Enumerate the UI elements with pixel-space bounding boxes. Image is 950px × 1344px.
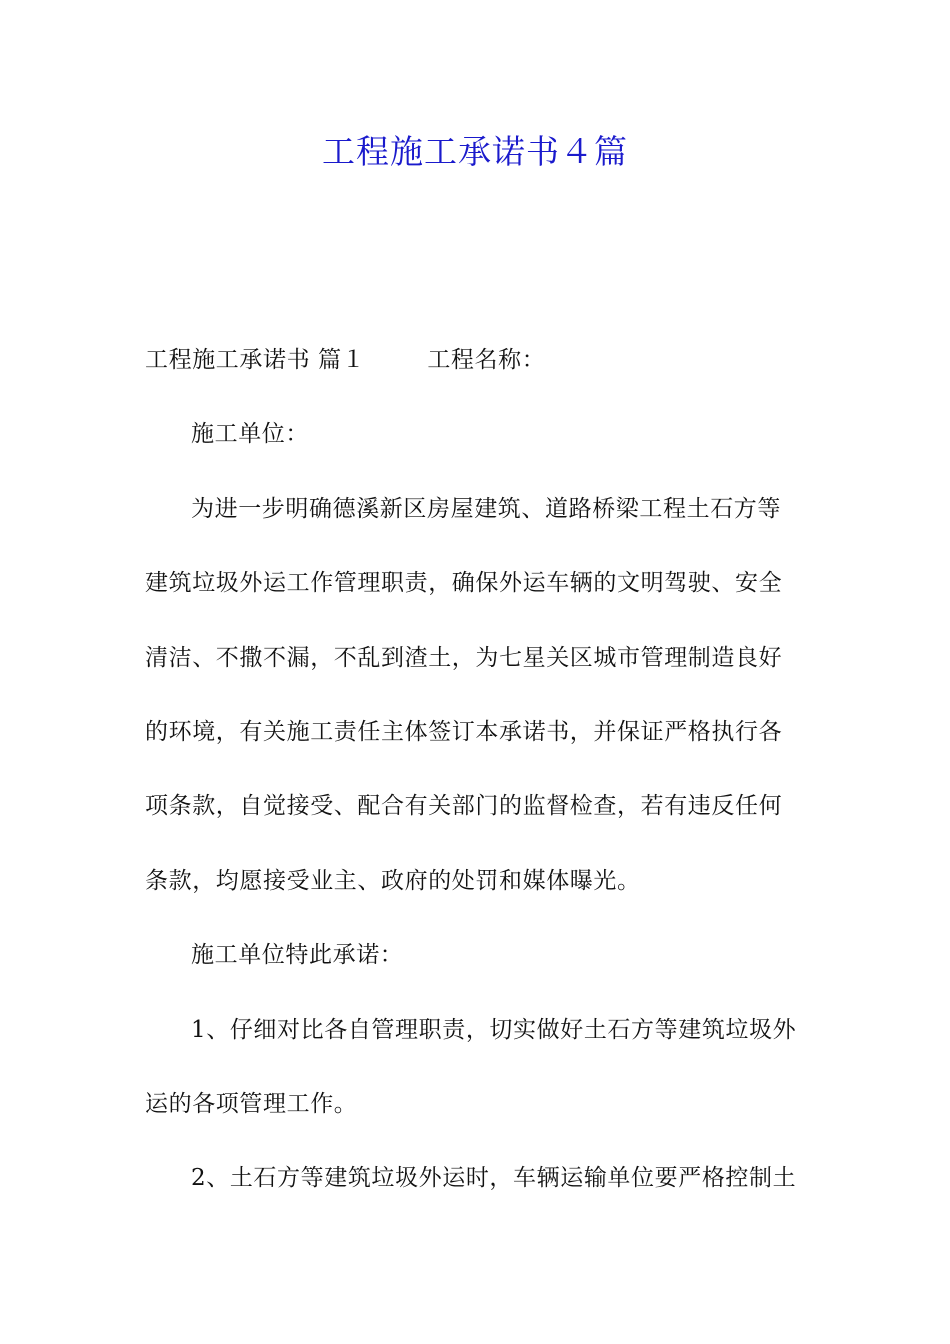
commitment-heading: 施工单位特此承诺： [191,942,404,969]
section-heading: 工程施工承诺书 篇１ [145,347,366,373]
heading-line [145,336,807,410]
project-name-label: 工程名称： [427,347,546,373]
construction-unit-label: 施工单位： [191,421,309,448]
paragraph-line: 运的各项管理工作。 [145,1090,358,1117]
paragraph-line: 条款，均愿接受业主、政府的处罚和媒体曝光。 [145,867,641,894]
paragraph-line: 为进一步明确德溪新区房屋建筑、道路桥梁工程土石方等 [191,495,781,522]
document-title: 工程施工承诺书４篇 [322,132,628,171]
paragraph-line: 的环境，有关施工责任主体签订本承诺书，并保证严格执行各 [145,718,783,745]
paragraph-line: 2、土石方等建筑垃圾外运时，车辆运输单位要严格控制土 [191,1165,797,1192]
paragraph-line: 项条款，自觉接受、配合有关部门的监督检查，若有违反任何 [145,793,783,820]
paragraph-line: 清洁、不撒不漏，不乱到渣土，为七星关区城市管理制造良好 [145,644,783,671]
paragraph-line: 1、仔细对比各自管理职责，切实做好土石方等建筑垃圾外 [191,1016,797,1043]
document-body [145,336,807,1229]
paragraph-line: 建筑垃圾外运工作管理职责，确保外运车辆的文明驾驶、安全 [145,570,783,597]
